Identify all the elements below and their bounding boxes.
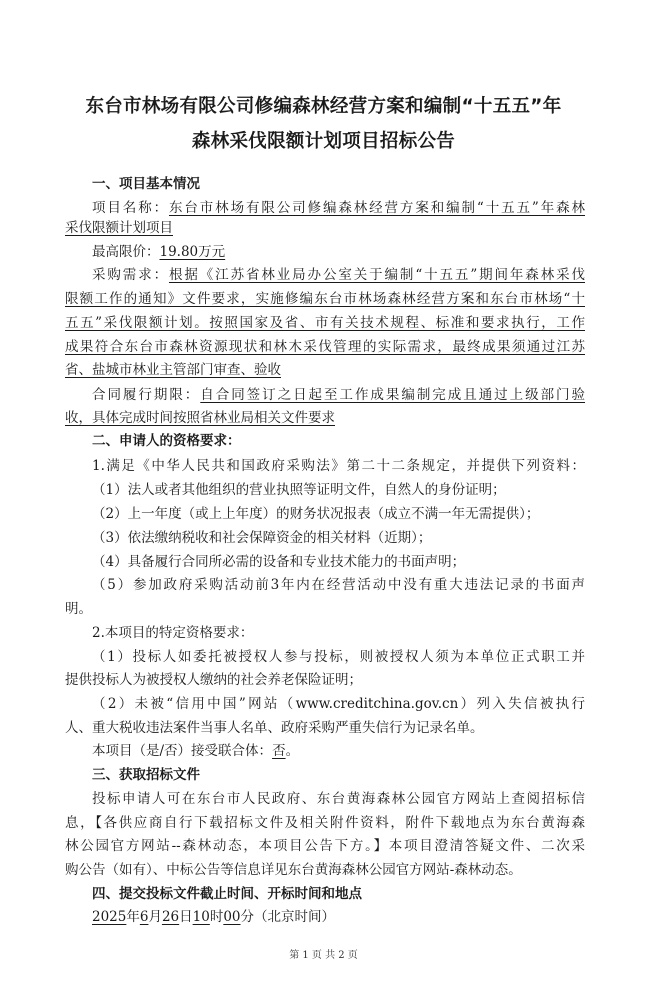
specific-req-2-cont: 人、重大税收违法案件当事人名单、政府采购严重失信行为记录名单。 [65,720,484,736]
qualification-sub-5: （5）参加政府采购活动前3年内在经营活动中没有重大违法记录的书面声 [92,577,585,593]
qualification-sub-5-cont: 明。 [65,601,92,617]
qualification-item-2: 2.本项目的特定资格要求： [92,625,254,641]
requirement-line-d: 成果符合东台市森林资源现状和林木采伐管理的实际需求，最终成果须通过江苏 [65,339,585,355]
specific-req-1-cont: 提供投标人为被授权人缴纳的社会养老保险证明； [65,672,362,688]
project-name-cont [65,219,585,237]
contract-term-text: 自合同签订之日起至工作成果编制完成且通过上级部门验 [200,387,586,403]
deadline-year: 2025 [92,909,127,925]
document-title-line1: 东台市林场有限公司修编森林经营方案和编制“十五五”年 [85,96,562,117]
max-price-label: 最高限价： [92,244,160,260]
max-price-value: 19.80万元 [159,244,226,260]
deadline-hour: 10 [192,909,210,925]
project-name-label: 项目名称： [92,200,169,216]
deadline-month: 6 [139,909,149,925]
section1-heading: 一、项目基本情况 [92,176,200,192]
qualification-sub-1: （1）法人或者其他组织的营业执照等证明文件，自然人的身份证明； [92,482,506,498]
specific-req-2: （2）未被“信用中国”网站（www.creditchina.gov.cn）列入失信被执行 [92,696,585,712]
qualification-sub-2: （2）上一年度（或上上年度）的财务状况报表（成立不满一年无需提供）； [92,506,540,522]
qualification-item-1: 1.满足《中华人民共和国政府采购法》第二十二条规定，并提供下列资料： [92,458,585,474]
document-title-line2: 森林采伐限额计划项目招标公告 [191,131,456,152]
project-name-value: 东台市林场有限公司修编森林经营方案和编制“十五五”年森林 [168,200,585,216]
project-name-value-cont: 采伐限额计划项目 [65,220,173,236]
joint-venture-row: 本项目（是/否）接受联合体：否。 [92,743,300,759]
page-footer: 第 1 页 共 2 页 [289,950,358,961]
section2-heading: 二、申请人的资格要求： [92,433,241,449]
joint-venture-label: 本项目（是/否）接受联合体： [92,743,273,759]
qualification-sub-3: （3）依法缴纳税收和社会保障资金的相关材料（近期）； [92,530,432,546]
requirement-label: 采购需求： [92,267,169,283]
deadline-day: 26 [161,909,180,925]
section3-heading: 三、获取招标文件 [92,767,200,783]
section4-heading: 四、提交投标文件截止时间、开标时间和地点 [92,886,362,902]
requirement-row [92,266,585,284]
joint-venture-value: 否 [272,743,286,759]
contract-term-row [92,386,585,404]
qualification-sub-4: （4）具备履行合同所必需的设备和专业技术能力的书面声明； [92,554,466,570]
requirement-text: 根据《江苏省林业局办公室关于编制“十五五”期间年森林采伐 [168,267,585,283]
deadline-datetime: 2025年6月26日10时00分（北京时间） [92,909,336,925]
contract-term-cont: 收，具体完成时间按照省林业局相关文件要求 [65,410,335,426]
specific-req-1: （1）投标人如委托被授权人参与投标，则被授权人须为本单位正式职工并 [92,649,585,665]
requirement-line-e: 省、盐城市林业主管部门审查、验收 [65,362,281,378]
max-price-row [92,243,585,261]
obtain-docs-p4: 购公告（如有）、中标公告等信息详见东台黄海森林公园官方网站-森林动态。 [65,862,522,878]
obtain-docs-p3: 林公园官方网站--森林动态，本项目公告下方。】本项目澄清答疑文件、二次采 [65,838,585,854]
contract-term-label: 合同履行期限： [92,387,201,403]
deadline-minute: 00 [223,909,241,925]
project-name-row [92,199,585,217]
requirement-line-c: 五五”采伐限额计划。按照国家及省、市有关技术规程、标准和要求执行，工作 [65,315,585,331]
obtain-docs-p2: 息，【各供应商自行下载招标文件及相关附件资料，附件下载地点为东台黄海森 [65,815,585,831]
requirement-line-b: 限额工作的通知》文件要求，实施修编东台市林场森林经营方案和东台市林场“十 [65,291,585,307]
obtain-docs-p1: 投标申请人可在东台市人民政府、东台黄海森林公园官方网站上查阅招标信 [92,791,585,807]
